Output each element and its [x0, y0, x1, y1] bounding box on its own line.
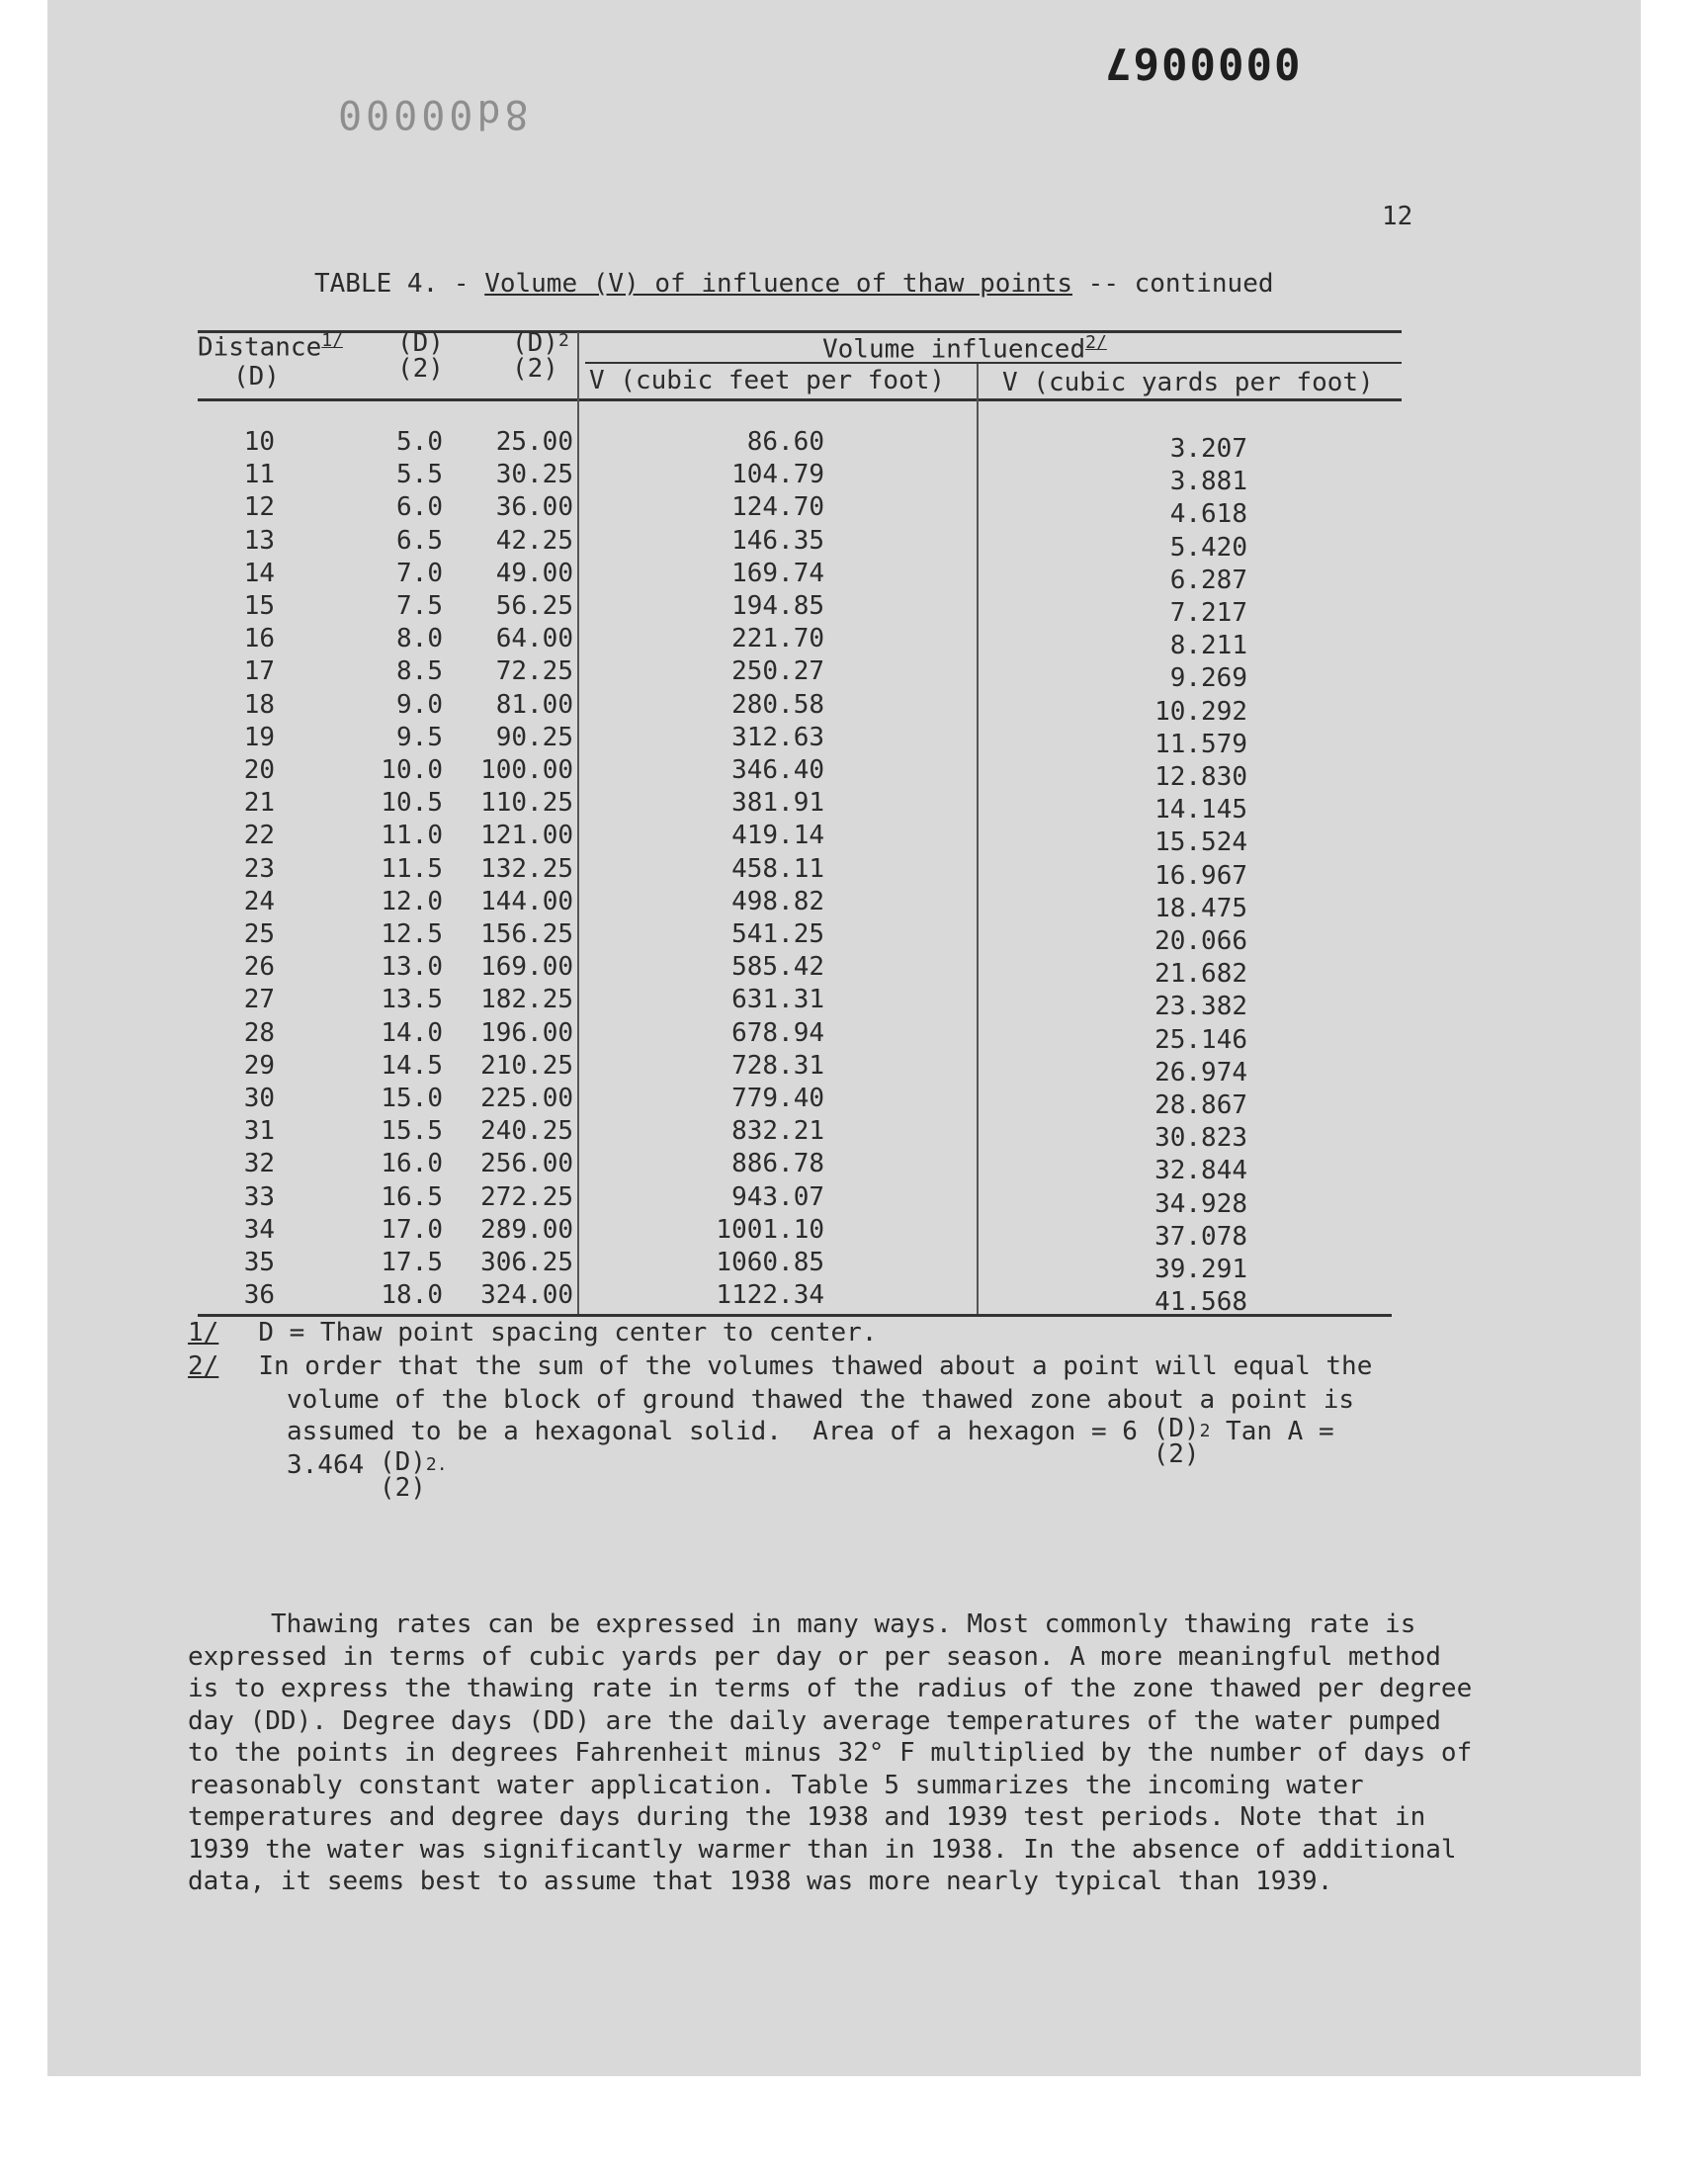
cell-half-squared: 72.25 [495, 656, 573, 687]
cell-volume-cubic-feet: 280.58 [731, 689, 824, 720]
cell-volume-cubic-yards: 3.207 [1169, 434, 1247, 464]
cell-distance: 36 [243, 1280, 275, 1311]
header-sq-den: (2) [512, 354, 558, 384]
cell-volume-cubic-feet: 1001.10 [716, 1214, 824, 1245]
faded-number-stamp: 8d00000 [334, 91, 529, 136]
cell-volume-cubic-yards: 14.145 [1154, 795, 1247, 826]
cell-volume-cubic-feet: 631.31 [731, 985, 824, 1015]
cell-half-squared: 132.25 [480, 853, 573, 884]
cell-half-squared: 225.00 [480, 1084, 573, 1113]
cell-volume-cubic-yards: 41.568 [1154, 1287, 1247, 1318]
cell-volume-cubic-feet: 779.40 [731, 1084, 824, 1113]
footnote-1-mark: 1/ [188, 1318, 219, 1348]
cell-half-distance: 16.5 [381, 1181, 443, 1212]
cell-volume-cubic-feet: 381.91 [731, 788, 824, 819]
cell-volume-cubic-yards: 11.579 [1154, 729, 1247, 759]
cell-half-squared: 289.00 [480, 1214, 573, 1245]
cell-distance: 19 [243, 722, 275, 752]
cell-half-distance: 12.0 [381, 886, 443, 916]
footnote-2-mark: 2/ [188, 1351, 219, 1381]
cell-half-squared: 324.00 [480, 1280, 573, 1311]
cell-volume-cubic-yards: 5.420 [1169, 532, 1247, 563]
cell-half-distance: 6.5 [396, 525, 443, 556]
header-half-num: (D) [397, 328, 444, 358]
table-top-rule [198, 330, 1402, 333]
cell-half-distance: 14.5 [381, 1050, 443, 1081]
header-distance-sub: (D) [233, 362, 280, 392]
cell-distance: 22 [243, 821, 275, 851]
footnote-2-line-2: volume of the block of ground thawed the thawed zone about a point is [287, 1385, 1355, 1415]
cell-half-distance: 13.0 [381, 952, 443, 983]
cell-volume-cubic-yards: 30.823 [1154, 1123, 1247, 1154]
header-distance-label: Distance [198, 332, 322, 363]
cell-distance: 11 [243, 460, 275, 490]
footnote-1 [188, 1317, 877, 1348]
footnote-ref-1: 1/ [321, 330, 343, 351]
cell-half-distance: 9.0 [396, 689, 443, 720]
column-divider-left [577, 332, 579, 1314]
cell-half-squared: 25.00 [495, 427, 573, 457]
cell-volume-cubic-feet: 250.27 [731, 656, 824, 687]
cell-distance: 26 [243, 952, 275, 983]
cell-volume-cubic-feet: 1122.34 [716, 1280, 824, 1311]
cell-distance: 27 [243, 985, 275, 1015]
footnote-2-frac-den: (2) [1153, 1439, 1200, 1469]
cell-half-distance: 8.0 [396, 624, 443, 654]
footnote-2-line-3-text: assumed to be a hexagonal solid. Area of a hexagon = 6 [287, 1417, 1153, 1446]
cell-volume-cubic-yards: 3.881 [1169, 467, 1247, 497]
cell-half-distance: 6.0 [396, 492, 443, 523]
cell-distance: 32 [243, 1149, 275, 1179]
cell-half-squared: 144.00 [480, 886, 573, 916]
cell-volume-cubic-yards: 39.291 [1154, 1255, 1247, 1284]
header-volume-group [822, 332, 1107, 365]
cell-volume-cubic-yards: 4.618 [1169, 499, 1247, 530]
cell-distance: 14 [243, 558, 275, 588]
cell-volume-cubic-feet: 194.85 [731, 591, 824, 621]
cell-volume-cubic-yards: 9.269 [1169, 663, 1247, 694]
cell-half-distance: 11.0 [381, 821, 443, 851]
cell-half-squared: 100.00 [480, 755, 573, 785]
header-v-cubic-yards: V (cubic yards per foot) [1002, 368, 1374, 397]
cell-volume-cubic-yards: 26.974 [1154, 1057, 1247, 1088]
header-bottom-rule [198, 398, 1402, 401]
cell-half-distance: 13.5 [381, 985, 443, 1015]
cell-distance: 33 [243, 1181, 275, 1212]
cell-half-squared: 156.25 [480, 919, 573, 949]
cell-distance: 15 [243, 591, 275, 621]
cell-distance: 29 [243, 1050, 275, 1081]
cell-half-distance: 9.5 [396, 722, 443, 752]
cell-half-distance: 10.0 [381, 755, 443, 785]
header-distance [198, 330, 343, 363]
cell-volume-cubic-yards: 15.524 [1154, 827, 1247, 858]
cell-volume-cubic-yards: 25.146 [1154, 1024, 1247, 1055]
cell-half-distance: 10.5 [381, 788, 443, 819]
cell-volume-cubic-yards: 34.928 [1154, 1188, 1247, 1219]
cell-volume-cubic-feet: 728.31 [731, 1050, 824, 1081]
footnote-2-line-4-frac-den: (2) [379, 1473, 426, 1503]
cell-half-distance: 15.0 [381, 1084, 443, 1113]
cell-half-distance: 8.5 [396, 656, 443, 687]
cell-half-distance: 5.5 [396, 460, 443, 490]
cell-half-squared: 256.00 [480, 1149, 573, 1179]
cell-distance: 23 [243, 853, 275, 884]
cell-half-squared: 110.25 [480, 788, 573, 819]
cell-half-squared: 90.25 [495, 722, 573, 752]
cell-half-squared: 272.25 [480, 1181, 573, 1212]
cell-half-squared: 56.25 [495, 591, 573, 621]
cell-volume-cubic-yards: 18.475 [1154, 893, 1247, 923]
cell-half-squared: 64.00 [495, 624, 573, 654]
cell-half-squared: 210.25 [480, 1050, 573, 1081]
cell-volume-cubic-yards: 32.844 [1154, 1156, 1247, 1186]
cell-half-squared: 306.25 [480, 1248, 573, 1277]
cell-half-distance: 15.5 [381, 1116, 443, 1147]
cell-half-squared: 81.00 [495, 689, 573, 720]
cell-volume-cubic-yards: 6.287 [1169, 565, 1247, 595]
cell-distance: 24 [243, 886, 275, 916]
header-volume-label: Volume influenced [822, 334, 1086, 365]
cell-volume-cubic-feet: 886.78 [731, 1149, 824, 1179]
cell-volume-cubic-feet: 419.14 [731, 821, 824, 851]
cell-volume-cubic-feet: 124.70 [731, 492, 824, 523]
header-half-distance [397, 330, 444, 382]
cell-volume-cubic-yards: 37.078 [1154, 1221, 1247, 1252]
cell-volume-cubic-yards: 8.211 [1169, 631, 1247, 661]
cell-half-squared: 240.25 [480, 1116, 573, 1147]
cell-volume-cubic-yards: 12.830 [1154, 762, 1247, 792]
cell-volume-cubic-yards: 10.292 [1154, 696, 1247, 727]
cell-volume-cubic-yards: 28.867 [1154, 1090, 1247, 1120]
table-title-main: Volume (V) of influence of thaw points [484, 269, 1073, 299]
footnote-2-frac-num: (D) [1153, 1414, 1200, 1443]
cell-half-squared: 49.00 [495, 558, 573, 588]
cell-distance: 34 [243, 1214, 275, 1245]
cell-half-squared: 196.00 [480, 1017, 573, 1048]
cell-distance: 30 [243, 1084, 275, 1113]
cell-half-squared: 30.25 [495, 460, 573, 490]
cell-volume-cubic-yards: 7.217 [1169, 598, 1247, 628]
table-title-prefix: TABLE 4. - [314, 269, 485, 299]
footnote-2-line-1: In order that the sum of the volumes thawed about a point will equal the [258, 1351, 1373, 1381]
cell-volume-cubic-feet: 943.07 [731, 1181, 824, 1212]
cell-volume-cubic-yards: 23.382 [1154, 992, 1247, 1022]
cell-distance: 12 [243, 492, 275, 523]
cell-half-distance: 17.5 [381, 1248, 443, 1277]
cell-half-squared: 169.00 [480, 952, 573, 983]
cell-half-squared: 42.25 [495, 525, 573, 556]
footnote-1-text: D = Thaw point spacing center to center. [258, 1318, 878, 1348]
cell-volume-cubic-feet: 104.79 [731, 460, 824, 490]
body-paragraph [188, 1609, 1473, 1898]
cell-half-squared: 121.00 [480, 821, 573, 851]
cell-volume-cubic-feet: 498.82 [731, 886, 824, 916]
cell-distance: 31 [243, 1116, 275, 1147]
cell-volume-cubic-feet: 146.35 [731, 525, 824, 556]
footnote-2-line-4-text: 3.464 [287, 1450, 380, 1480]
cell-half-distance: 7.5 [396, 591, 443, 621]
cell-half-distance: 18.0 [381, 1280, 443, 1311]
cell-distance: 28 [243, 1017, 275, 1048]
table-title-suffix: -- continued [1072, 269, 1274, 299]
cell-distance: 18 [243, 689, 275, 720]
cell-distance: 16 [243, 624, 275, 654]
footnote-2-line-3-end: Tan A = [1210, 1417, 1334, 1446]
footnote-2-line-4 [287, 1449, 448, 1501]
column-divider-right [977, 364, 979, 1314]
header-sq-exp: 2 [557, 330, 569, 351]
cell-half-squared: 182.25 [480, 985, 573, 1015]
cell-volume-cubic-feet: 678.94 [731, 1017, 824, 1048]
cell-volume-cubic-yards: 21.682 [1154, 959, 1247, 990]
cell-half-distance: 12.5 [381, 919, 443, 949]
cell-volume-cubic-yards: 16.967 [1154, 860, 1247, 891]
footnote-2-exp: 2 [1199, 1421, 1211, 1441]
table-title [314, 269, 1274, 299]
cell-distance: 21 [243, 788, 275, 819]
cell-volume-cubic-feet: 1060.85 [716, 1248, 824, 1277]
cell-half-distance: 14.0 [381, 1017, 443, 1048]
cell-volume-cubic-yards: 20.066 [1154, 926, 1247, 956]
header-half-den: (2) [397, 354, 444, 384]
cell-half-distance: 5.0 [396, 427, 443, 457]
cell-half-distance: 11.5 [381, 853, 443, 884]
cell-volume-cubic-feet: 458.11 [731, 853, 824, 884]
cell-distance: 10 [243, 427, 275, 457]
cell-half-distance: 7.0 [396, 558, 443, 588]
cell-distance: 20 [243, 755, 275, 785]
cell-half-distance: 16.0 [381, 1149, 443, 1179]
footnote-ref-2: 2/ [1085, 332, 1107, 353]
header-v-cubic-feet: V (cubic feet per foot) [589, 366, 946, 395]
cell-volume-cubic-feet: 169.74 [731, 558, 824, 588]
header-half-squared [512, 330, 569, 382]
cell-distance: 25 [243, 919, 275, 949]
header-sq-num: (D) [512, 328, 558, 358]
cell-distance: 17 [243, 656, 275, 687]
cell-volume-cubic-feet: 86.60 [746, 427, 824, 457]
cell-half-distance: 17.0 [381, 1214, 443, 1245]
cell-volume-cubic-feet: 346.40 [731, 755, 824, 785]
body-paragraph-text: Thawing rates can be expressed in many ways. Most commonly thawing rate is expressed in terms of cubic yards per day or per season. A more meaningful method is to express the thawing rate in terms of the radius of the zone thawed per degree day (DD). Degree days (DD) are the daily average temperatures of the water pumped to the points in degrees Fahrenheit minus 32° F multiplied by the number of days of reasonably constant water application. Table 5 summarizes the incoming water temperatures and degree days during the 1938 and 1939 test periods. Note that in 1939 the water was significantly warmer than in 1938. In the absence of additional data, it seems best to assume that 1938 was more nearly typical than 1939. [188, 1610, 1473, 1896]
cell-half-squared: 36.00 [495, 492, 573, 523]
cell-volume-cubic-feet: 312.63 [731, 722, 824, 752]
page-number: 12 [1382, 202, 1413, 231]
footnote-2-line-4-frac-num: (D) [379, 1447, 426, 1477]
cell-volume-cubic-feet: 832.21 [731, 1116, 824, 1147]
cell-distance: 13 [243, 525, 275, 556]
footnote-2-line-4-end: 2. [425, 1454, 448, 1475]
footnote-2 [188, 1350, 1372, 1382]
cell-distance: 35 [243, 1248, 275, 1277]
cell-volume-cubic-feet: 585.42 [731, 952, 824, 983]
document-number-stamp: 0000067 [1103, 38, 1301, 88]
cell-volume-cubic-feet: 541.25 [731, 919, 824, 949]
cell-volume-cubic-feet: 221.70 [731, 624, 824, 654]
